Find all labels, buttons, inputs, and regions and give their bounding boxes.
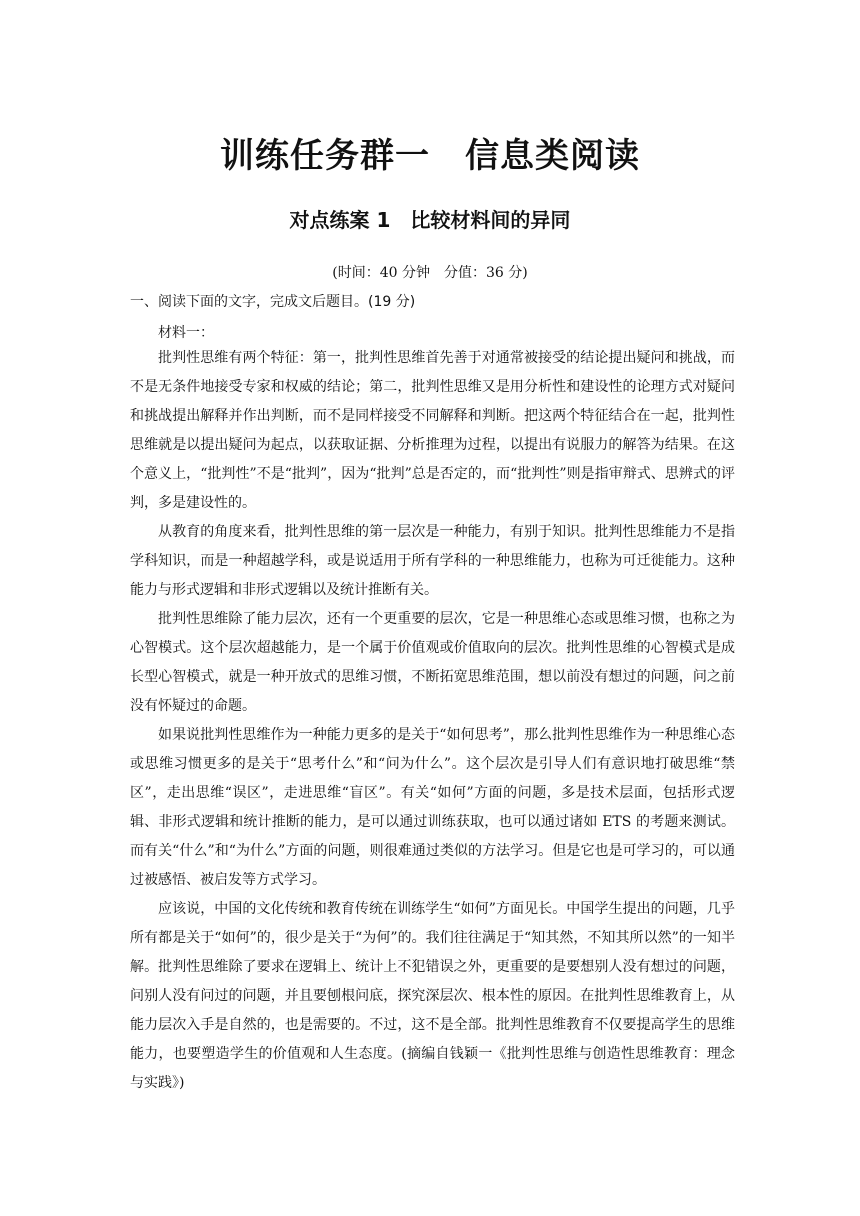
material-label: 材料一： (158, 325, 214, 341)
paragraph: 批判性思维除了能力层次，还有一个更重要的层次，它是一种思维心态或思维习惯，也称之为心智模式。这个层次超越能力，是一个属于价值观或价值取向的层次。批判性思维的心智模式是成长型心智模式，就是一种开放式的思维习惯，不断拓宽思维范围，想以前没有想过的问题，问之前没有怀疑过的命题。 (130, 611, 735, 714)
time-score-info: (时间：40 分钟 分值：36 分) (332, 265, 528, 281)
paragraph: 批判性思维有两个特征：第一，批判性思维首先善于对通常被接受的结论提出疑问和挑战，而不是无条件地接受专家和权威的结论；第二，批判性思维又是用分析性和建设性的论理方式对疑问和挑战提出解释并作出判断，而不是同样接受不同解释和判断。把这两个特征结合在一起，批判性思维就是以提出疑问为起点，以获取证据、分析推理为过程，以提出有说服力的解答为结果。在这个意义上，“批判性”不是“批判”，因为“批判”总是否定的，而“批判性”则是指审辩式、思辨式的评判，多是建设性的。 (130, 350, 735, 511)
paragraph: 如果说批判性思维作为一种能力更多的是关于“如何思考”，那么批判性思维作为一种思维心态或思维习惯更多的是关于“思考什么”和“问为什么”。这个层次是引导人们有意识地打破思维“禁区”，走出思维“误区”，走进思维“盲区”。有关“如何”方面的问题，多是技术层面，包括形式逻辑、非形式逻辑和统计推断的能力，是可以通过训练获取，也可以通过诸如 ETS 的考题来测试。而有关“什么”和“为什么”方面的问题，则很难通过类似的方法学习。但是它也是可学习的，可以通过被感悟、被启发等方式学习。 (130, 727, 735, 888)
paragraph: 从教育的角度来看，批判性思维的第一层次是一种能力，有别于知识。批判性思维能力不是指学科知识，而是一种超越学科，或是说适用于所有学科的一种思维能力，也称为可迁徙能力。这种能力与形式逻辑和非形式逻辑以及统计推断有关。 (130, 524, 735, 598)
material-body (130, 344, 735, 1098)
paragraph: 应该说，中国的文化传统和教育传统在训练学生“如何”方面见长。中国学生提出的问题，几乎所有都是关于“如何”的，很少是关于“为何”的。我们往往满足于“知其然，不知其所以然”的一知半解。批判性思维除了要求在逻辑上、统计上不犯错误之外，更重要的是要想别人没有想过的问题，问别人没有问过的问题，并且要刨根问底，探究深层次、根本性的原因。在批判性思维教育上，从能力层次入手是自然的，也是需要的。不过，这不是全部。批判性思维教育不仅要提高学生的思维能力，也要塑造学生的价值观和人生态度。(摘编自钱颖一《批判性思维与创造性思维教育：理念与实践》) (130, 901, 735, 1091)
page-subtitle: 对点练案 1 比较材料间的异同 (289, 208, 571, 232)
question-heading: 一、阅读下面的文字，完成文后题目。(19 分) (130, 294, 416, 310)
page-title: 训练任务群一 信息类阅读 (220, 136, 640, 176)
